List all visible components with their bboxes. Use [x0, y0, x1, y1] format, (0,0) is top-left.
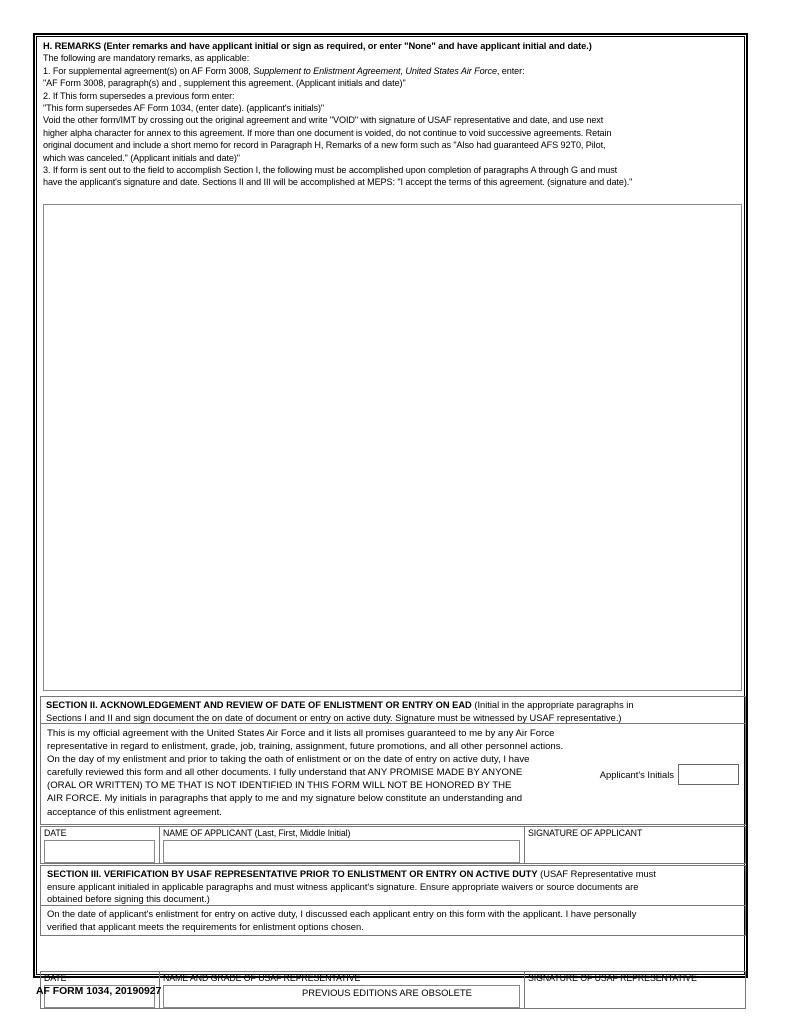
- remarks-item-3-line-1: 3. If form is sent out to the field to accomplish Section I, the following must be accomplished upon completion of paragraphs A through G and must: [43, 165, 618, 176]
- remarks-instructions-block: [37, 37, 744, 191]
- remarks-item-2-body-2: higher alpha character for annex to this agreement. If more than one document is voided, do not continue to void successive agreements. Retain: [43, 127, 612, 138]
- applicant-signature-cell[interactable]: [525, 827, 745, 863]
- remarks-item-1-part-b: , enter:: [496, 65, 525, 76]
- section-2-title-line-1: [46, 699, 740, 712]
- applicant-signature-row: [40, 826, 746, 864]
- applicant-initials-input[interactable]: [678, 764, 739, 785]
- usaf-signature-label: SIGNATURE OF USAF REPRESENTATIVE: [528, 973, 697, 983]
- applicant-initials-label: Applicant's Initials: [599, 769, 674, 780]
- section-3-heading: [40, 865, 746, 906]
- section-2-body-line-4: carefully reviewed this form and all other documents. I fully understand that ANY PROMISE MADE BY ANYONE: [47, 767, 523, 779]
- section-3-body-line-2: verified that applicant meets the requirements for enlistment options chosen.: [47, 920, 364, 932]
- usaf-signature-cell[interactable]: [525, 972, 745, 1008]
- section-2-body-line-3: On the day of my enlistment and prior to taking the oath of enlistment or on the date of entry on active duty, I have: [47, 754, 530, 766]
- usaf-name-label: NAME AND GRADE OF USAF REPRESENTATIVE: [163, 973, 361, 983]
- section-2-body: [40, 724, 746, 825]
- section-2-body-line-1: This is my official agreement with the United States Air Force and it lists all promises guaranteed to me by any Air Force: [47, 728, 555, 739]
- usaf-date-label: DATE: [44, 973, 67, 983]
- remarks-intro-line: The following are mandatory remarks, as applicable:: [43, 53, 250, 64]
- section-3-body-line-1: On the date of applicant's enlistment for entry on active duty, I discussed each applicant entry on this form with the applicant. I have personally: [47, 908, 637, 919]
- section-3-title-line-3: obtained before signing this document.): [47, 894, 210, 905]
- applicant-date-cell: [41, 827, 160, 863]
- remarks-item-1-quote: "AF Form 3008, paragraph(s) and , supplement this agreement. (Applicant initials and date)": [43, 78, 406, 89]
- remarks-item-1-italic: Supplement to Enlistment Agreement, United States Air Force: [253, 65, 497, 76]
- remarks-item-1: [43, 65, 738, 77]
- section-3-title-line-1: [47, 868, 739, 881]
- remarks-item-3-line-2: have the applicant's signature and date. Sections II and III will be accomplished at MEPS: "I accept the terms of this agreement. (signature and date).": [43, 177, 633, 188]
- applicant-initials-group: [600, 764, 739, 785]
- section-3-title-line-2: ensure applicant initialed in applicable paragraphs and must witness applicant's signature. Ensure appropriate waivers or source documents are: [47, 881, 639, 892]
- remarks-item-2-quote: "This form supersedes AF Form 1034, (enter date). (applicant's initials)": [43, 103, 325, 114]
- applicant-date-label: DATE: [44, 828, 67, 838]
- form-identifier: AF FORM 1034, 20190927: [36, 986, 162, 997]
- remarks-item-1-part-a: 1. For supplemental agreement(s) on AF Form 3008,: [43, 65, 254, 76]
- section-3-paragraph: [47, 908, 739, 934]
- applicant-name-label: NAME OF APPLICANT (Last, First, Middle Initial): [163, 828, 351, 838]
- form-outer-frame: [33, 33, 748, 983]
- applicant-name-cell: [160, 827, 525, 863]
- applicant-signature-label: SIGNATURE OF APPLICANT: [528, 828, 643, 838]
- section-2-body-line-6: AIR FORCE. My initials in paragraphs that apply to me and my signature below constitute an understanding and: [47, 793, 523, 805]
- section-2-body-line-5: (ORAL OR WRITTEN) TO ME THAT IS NOT IDENTIFIED IN THIS FORM WILL NOT BE HONORED BY THE: [47, 780, 512, 792]
- previous-editions-note: PREVIOUS EDITIONS ARE OBSOLETE: [302, 987, 472, 998]
- section-2-body-line-2: representative in regard to enlistment, grade, job, training, assignment, future promotions, and all other personnel actions.: [47, 741, 564, 753]
- remarks-item-2-body-4: which was canceled." (Applicant initials and date)": [43, 152, 240, 163]
- section-2-paragraph: [47, 727, 579, 819]
- applicant-date-input[interactable]: [44, 840, 155, 863]
- remarks-entry-textarea[interactable]: [43, 204, 742, 691]
- section-2-title-bold: SECTION II. ACKNOWLEDGEMENT AND REVIEW OF DATE OF ENLISTMENT OR ENTRY ON EAD: [46, 700, 472, 710]
- section-2-title-line-2: Sections I and II and sign document the on date of document or entry on active duty. Signature must be witnessed by USAF representative.): [46, 712, 622, 723]
- section-2-heading: [40, 696, 746, 724]
- section-2-title-rest: (Initial in the appropriate paragraphs in: [471, 700, 634, 710]
- section-2-body-line-7: acceptance of this enlistment agreement.: [47, 806, 222, 818]
- section-3-body: [40, 906, 746, 936]
- remarks-item-2-body-3: original document and include a short memo for record in Paragraph H, Remarks of a new form such as "Also had guaranteed AFS 92T0, Pilot,: [43, 140, 606, 151]
- remarks-item-2: 2. If This form supersedes a previous form enter:: [43, 90, 235, 101]
- remarks-item-2-body-1: Void the other form/IMT by crossing out the original agreement and write "VOID" with signature of USAF representative and date, and use next: [43, 115, 604, 126]
- section-3-title-rest: (USAF Representative must: [537, 869, 656, 879]
- applicant-name-input[interactable]: [163, 840, 520, 863]
- form-inner-frame: [36, 36, 745, 983]
- section-3-title-bold: SECTION III. VERIFICATION BY USAF REPRESENTATIVE PRIOR TO ENLISTMENT OR ENTRY ON ACTIVE DUTY: [47, 869, 538, 879]
- remarks-heading: H. REMARKS (Enter remarks and have applicant initial or sign as required, or enter "None" and have applicant initial and date.): [43, 41, 592, 51]
